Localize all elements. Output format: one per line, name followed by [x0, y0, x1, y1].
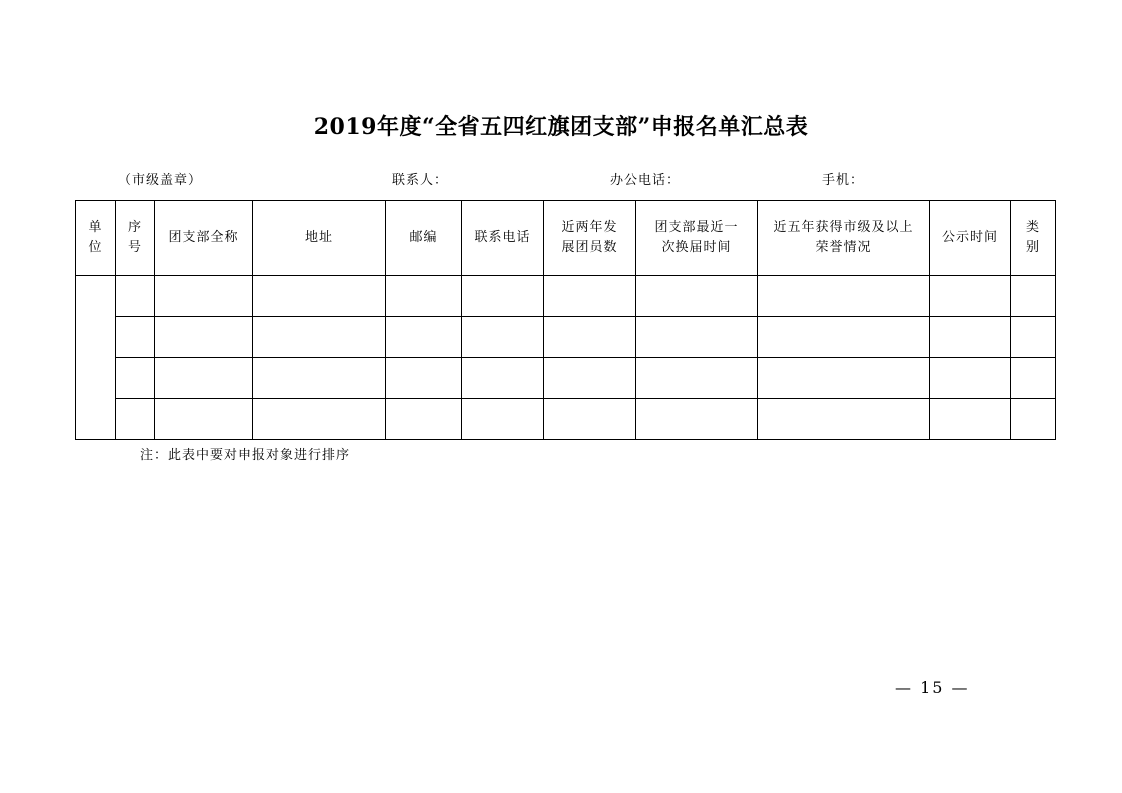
seal-label: （市级盖章）: [118, 173, 203, 188]
table-cell[interactable]: [155, 317, 253, 358]
table-row: [76, 317, 1056, 358]
table-cell[interactable]: [544, 276, 636, 317]
table-cell[interactable]: [544, 317, 636, 358]
table-row: [76, 276, 1056, 317]
table-cell[interactable]: [758, 317, 930, 358]
table-cell[interactable]: [544, 358, 636, 399]
table-cell[interactable]: [155, 276, 253, 317]
table-cell[interactable]: [1011, 399, 1056, 440]
table-cell[interactable]: [758, 358, 930, 399]
table-cell[interactable]: [462, 358, 544, 399]
table-header-row: [76, 201, 1056, 276]
table-cell[interactable]: [462, 276, 544, 317]
table-cell[interactable]: [758, 276, 930, 317]
table-cell[interactable]: [1011, 317, 1056, 358]
table-row: [76, 358, 1056, 399]
table-cell[interactable]: [462, 317, 544, 358]
table-note: 注：此表中要对申报对象进行排序: [140, 448, 351, 463]
table-cell[interactable]: [386, 399, 462, 440]
header-category: 类 别: [1011, 201, 1056, 276]
table-cell[interactable]: [116, 317, 155, 358]
table-row: [76, 399, 1056, 440]
table-cell[interactable]: [930, 358, 1011, 399]
document-title: 2019年度“全省五四红旗团支部”申报名单汇总表: [313, 114, 809, 140]
unit-cell[interactable]: [76, 276, 116, 440]
table-cell[interactable]: [758, 399, 930, 440]
table-cell[interactable]: [155, 358, 253, 399]
table-cell[interactable]: [544, 399, 636, 440]
table-cell[interactable]: [253, 276, 386, 317]
header-address: 地址: [253, 201, 386, 276]
contact-label: 联系人：: [392, 173, 449, 188]
table-cell[interactable]: [116, 358, 155, 399]
table-cell[interactable]: [116, 276, 155, 317]
table-cell[interactable]: [636, 276, 758, 317]
header-publicity-time: 公示时间: [930, 201, 1011, 276]
table-cell[interactable]: [155, 399, 253, 440]
table-cell[interactable]: [462, 399, 544, 440]
header-election-time: 团支部最近一 次换届时间: [636, 201, 758, 276]
table-cell[interactable]: [116, 399, 155, 440]
header-phone: 联系电话: [462, 201, 544, 276]
page-number: — 15 —: [895, 678, 970, 697]
header-new-members: 近两年发 展团员数: [544, 201, 636, 276]
table-cell[interactable]: [636, 358, 758, 399]
roster-table: [75, 200, 1056, 440]
table-cell[interactable]: [1011, 276, 1056, 317]
table-cell[interactable]: [386, 276, 462, 317]
table-cell[interactable]: [253, 317, 386, 358]
table-cell[interactable]: [636, 317, 758, 358]
table-cell[interactable]: [930, 276, 1011, 317]
header-unit: 单 位: [76, 201, 116, 276]
table-cell[interactable]: [386, 317, 462, 358]
header-serial: 序 号: [116, 201, 155, 276]
header-branch-name: 团支部全称: [155, 201, 253, 276]
office-phone-label: 办公电话：: [610, 173, 681, 188]
table-cell[interactable]: [930, 317, 1011, 358]
table-cell[interactable]: [253, 399, 386, 440]
table-cell[interactable]: [253, 358, 386, 399]
table-cell[interactable]: [930, 399, 1011, 440]
mobile-label: 手机：: [822, 173, 865, 188]
table-cell[interactable]: [636, 399, 758, 440]
header-postcode: 邮编: [386, 201, 462, 276]
table-cell[interactable]: [386, 358, 462, 399]
table-cell[interactable]: [1011, 358, 1056, 399]
header-honors: 近五年获得市级及以上 荣誉情况: [758, 201, 930, 276]
